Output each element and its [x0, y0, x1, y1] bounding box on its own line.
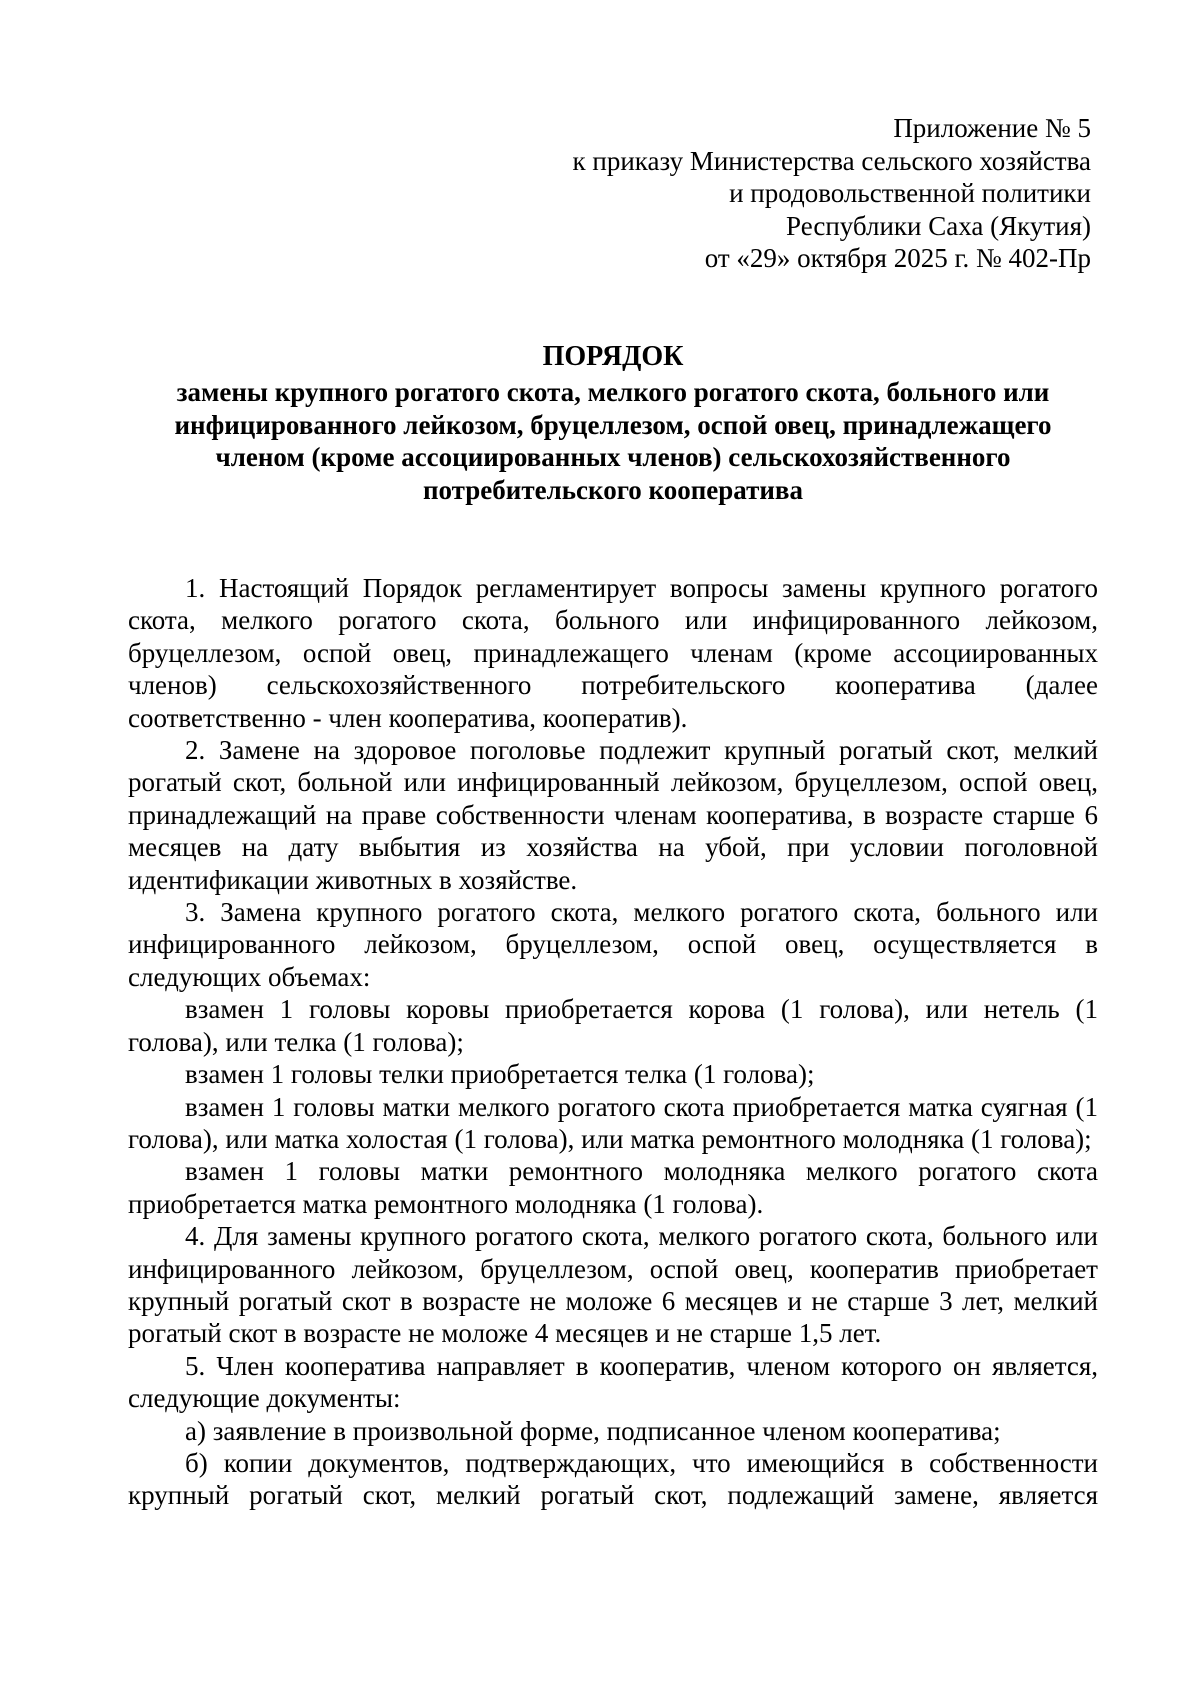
paragraph-5-item-b: б) копии документов, подтверждающих, что имеющийся в собственности крупный рогатый скот, мелкий рогатый скот, подлежащий замене, является [128, 1447, 1098, 1511]
paragraph-4: 4. Для замены крупного рогатого скота, мелкого рогатого скота, больного или инфицированного лейкозом, бруцеллезом, оспой овец, кооператив приобретает крупный рогатый скот в возрасте не моложе 6 месяцев и не старше 3 лет, мелкий рогатый скот в возрасте не моложе 4 месяцев и не старше 1,5 лет. [128, 1221, 1098, 1349]
paragraph-3-item-cow: взамен 1 головы коровы приобретается корова (1 голова), или нетель (1 голова), или телка (1 голова); [128, 994, 1098, 1057]
paragraph-5-item-a: а) заявление в произвольной форме, подписанное членом кооператива; [185, 1415, 1001, 1446]
title-subtitle: замены крупного рогатого скота, мелкого рогатого скота, больного или инфицированного лейкозом, бруцеллезом, оспой овец, принадлежащего членом (кроме ассоциированных членов) сельскохозяйственного потребительского кооператива [174, 377, 1052, 505]
approval-line-ministry: и продовольственной политики [729, 178, 1091, 208]
approval-line-republic: Республики Саха (Якутия) [786, 210, 1091, 241]
paragraph-5: 5. Член кооператива направляет в кооператив, членом которого он является, следующие документы: [128, 1350, 1098, 1414]
paragraph-3-item-small-cattle: взамен 1 головы матки мелкого рогатого скота приобретается матка суягная (1 голова), или матка холостая (1 голова), или матка ремонтного молодняка (1 голова); [128, 1091, 1098, 1154]
paragraph-3-item-young-stock: взамен 1 головы матки ремонтного молодняка мелкого рогатого скота приобретается матка ремонтного молодняка (1 голова). [128, 1156, 1098, 1219]
approval-line-date: от «29» октября 2025 г. № 402-Пр [704, 243, 1091, 273]
approval-line-order: к приказу Министерства сельского хозяйства [572, 145, 1091, 176]
approval-line-appendix: Приложение № 5 [893, 113, 1091, 143]
paragraph-1: 1. Настоящий Порядок регламентирует вопросы замены крупного рогатого скота, мелкого рогатого скота, больного или инфицированного лейкозом, бруцеллезом, оспой овец, принадлежащего членам (кроме ассоциированных членов) сельскохозяйственного потребительского кооператива (далее соответственно - член кооператива, кооператив). [128, 573, 1098, 733]
paragraph-2: 2. Замене на здоровое поголовье подлежит крупный рогатый скот, мелкий рогатый скот, больной или инфицированный лейкозом, бруцеллезом, оспой овец, принадлежащий на праве собственности членам кооператива, в возрасте старше 6 месяцев на дату выбытия из хозяйства на убой, при условии поголовной идентификации животных в хозяйстве. [128, 735, 1098, 895]
approval-block [391, 112, 1091, 275]
title-heading: ПОРЯДОК [542, 341, 684, 372]
paragraph-3-item-heifer: взамен 1 головы телки приобретается телка (1 голова); [185, 1059, 815, 1090]
paragraph-3: 3. Замена крупного рогатого скота, мелкого рогатого скота, больного или инфицированного лейкозом, бруцеллезом, оспой овец, осуществляется в следующих объемах: [128, 897, 1098, 992]
document-title [128, 340, 1098, 506]
document-body [128, 572, 1098, 1512]
